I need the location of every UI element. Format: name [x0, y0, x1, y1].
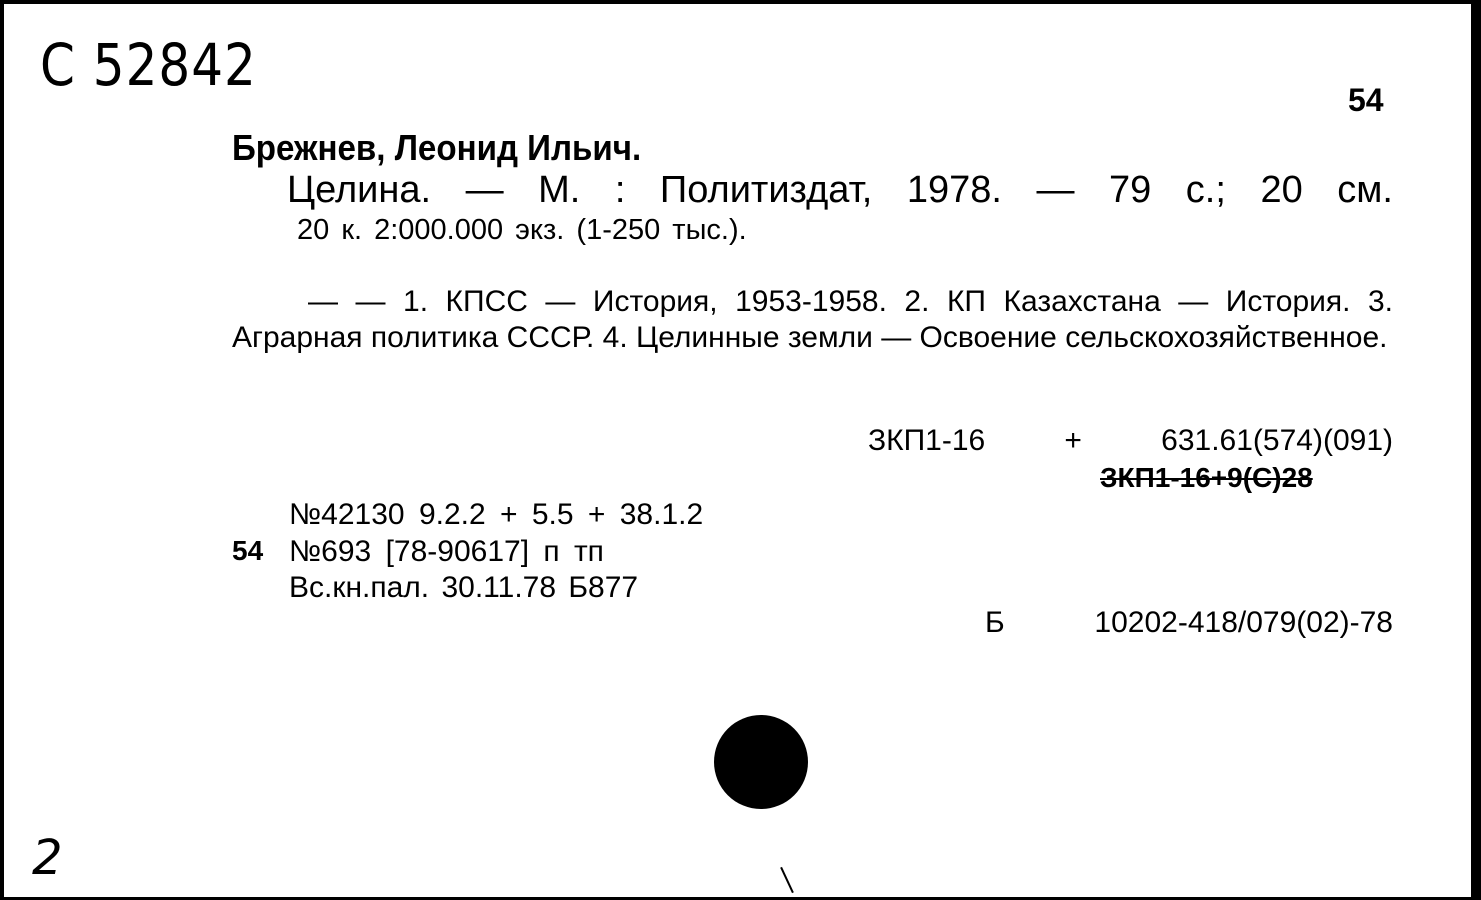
- call-number: С 52842: [40, 32, 257, 99]
- author-heading: Брежнев, Леонид Ильич.: [232, 127, 642, 168]
- series-code: 10202-418/079(02)-78: [1094, 606, 1393, 639]
- handwritten-drawer-mark: 2: [32, 830, 63, 886]
- struck-classification: ЗКП1-16+9(С)28: [1100, 462, 1313, 493]
- title-part: 79: [1109, 169, 1152, 211]
- title-part: :: [614, 169, 626, 211]
- classification-right: 631.61(574)(091): [1161, 424, 1393, 457]
- title-part: Целина.: [287, 169, 432, 211]
- scratch-mark: [780, 867, 794, 893]
- series-letter: Б: [985, 606, 1005, 639]
- series-code-line: [985, 606, 1393, 640]
- title-part: 1978.: [906, 169, 1002, 211]
- book-chamber-line: Вс.кн.пал. 30.11.78 Б877: [289, 571, 639, 604]
- title-part: Политиздат,: [659, 169, 873, 211]
- title-part: —: [1036, 169, 1075, 211]
- punch-hole: [714, 715, 808, 809]
- page-number: 54: [1348, 82, 1384, 118]
- order-number: 54: [232, 535, 264, 566]
- reference-line: №693 [78-90617] п тп: [289, 535, 604, 568]
- classification-plus: +: [1064, 424, 1082, 457]
- title-imprint-line: [287, 169, 1393, 212]
- price-edition-line: 20 к. 2:000.000 экз. (1-250 тыс.).: [297, 214, 747, 246]
- title-part: 20: [1260, 169, 1303, 211]
- classification-left: ЗКП1-16: [868, 424, 986, 457]
- title-part: см.: [1337, 169, 1393, 211]
- order-line: №42130 9.2.2 + 5.5 + 38.1.2: [289, 498, 704, 531]
- title-part: М.: [538, 169, 581, 211]
- title-part: с.;: [1185, 169, 1226, 211]
- classification-line: [868, 424, 1393, 458]
- title-part: —: [465, 169, 504, 211]
- subject-headings: — — 1. КПСС — История, 1953-1958. 2. КП Казахстана — История. 3. Аграрная политика СССР. 4. Целинные земли — Освоение сельскохозяйственное.: [232, 285, 1393, 354]
